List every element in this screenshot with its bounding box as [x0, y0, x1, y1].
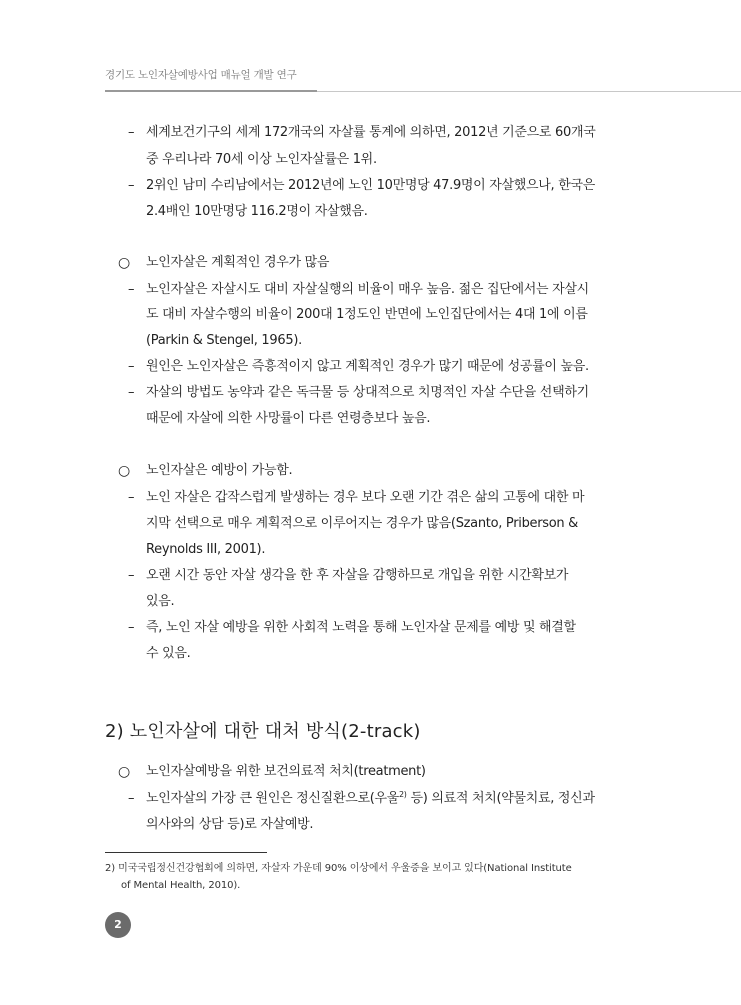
- header-rule: [105, 90, 317, 92]
- circle-bullet: ○: [118, 255, 130, 271]
- paragraph-line: 수 있음.: [146, 646, 191, 661]
- paragraph-line: 노인 자살은 갑작스럽게 발생하는 경우 보다 오랜 기간 겪은 삶의 고통에 대한 마: [146, 490, 585, 505]
- point-heading: 노인자살은 예방이 가능함.: [146, 463, 293, 478]
- dash-bullet: –: [128, 125, 135, 140]
- point-heading: 노인자살은 계획적인 경우가 많음: [146, 255, 330, 270]
- dash-bullet: –: [128, 568, 135, 583]
- footnote-line: 2) 미국국립정신건강협회에 의하면, 자살자 가운데 90% 이상에서 우울증을 보이고 있다(National Institute: [105, 863, 572, 874]
- dash-bullet: –: [128, 490, 135, 505]
- dash-bullet: –: [128, 385, 135, 400]
- paragraph-line: 의사와의 상담 등)로 자살예방.: [146, 817, 314, 832]
- point-heading: 노인자살예방을 위한 보건의료적 처치(treatment): [146, 764, 426, 779]
- paragraph-line: 노인자살은 자살시도 대비 자살실행의 비율이 매우 높음. 젊은 집단에서는 자살시: [146, 282, 589, 297]
- running-header: 경기도 노인자살예방사업 매뉴얼 개발 연구: [105, 69, 297, 81]
- paragraph-line: 오랜 시간 동안 자살 생각을 한 후 자살을 감행하므로 개입을 위한 시간확보가: [146, 568, 569, 583]
- paragraph-line: Reynolds III, 2001).: [146, 542, 266, 557]
- page-number-badge: 2: [105, 912, 131, 938]
- section-heading: 2) 노인자살에 대한 대처 방식(2-track): [105, 721, 421, 742]
- dash-bullet: –: [128, 359, 135, 374]
- paragraph-line: 원인은 노인자살은 즉흥적이지 않고 계획적인 경우가 많기 때문에 성공률이 높음.: [146, 359, 589, 374]
- dash-bullet: –: [128, 178, 135, 193]
- paragraph-line: 중 우리나라 70세 이상 노인자살률은 1위.: [146, 152, 377, 167]
- paragraph-text: 노인자살의 가장 큰 원인은 정신질환으로(우울: [146, 791, 400, 806]
- paragraph-line: 도 대비 자살수행의 비율이 200대 1정도인 반면에 노인집단에서는 4대 1에 이름: [146, 307, 588, 322]
- paragraph-line: 2.4배인 10만명당 116.2명이 자살했음.: [146, 204, 368, 219]
- paragraph-line: [146, 790, 595, 808]
- paragraph-line: 즉, 노인 자살 예방을 위한 사회적 노력을 통해 노인자살 문제를 예방 및 해결할: [146, 620, 576, 635]
- footnote-separator: [105, 852, 267, 853]
- paragraph-line: 세계보건기구의 세계 172개국의 자살률 통계에 의하면, 2012년 기준으로 60개국: [146, 125, 596, 140]
- footnote-line: of Mental Health, 2010).: [121, 880, 241, 891]
- paragraph-line: 있음.: [146, 594, 175, 609]
- circle-bullet: ○: [118, 463, 130, 479]
- paragraph-line: 자살의 방법도 농약과 같은 독극물 등 상대적으로 치명적인 자살 수단을 선택하기: [146, 385, 589, 400]
- dash-bullet: –: [128, 791, 135, 806]
- paragraph-line: 때문에 자살에 의한 사망률이 다른 연령층보다 높음.: [146, 411, 431, 426]
- paragraph-text: 등) 의료적 처치(약물치료, 정신과: [406, 791, 595, 806]
- footnote-reference[interactable]: 2): [399, 790, 407, 799]
- dash-bullet: –: [128, 282, 135, 297]
- dash-bullet: –: [128, 620, 135, 635]
- header-rule-extension: [317, 91, 741, 92]
- circle-bullet: ○: [118, 764, 130, 780]
- paragraph-line: 2위인 남미 수리남에서는 2012년에 노인 10만명당 47.9명이 자살했으나, 한국은: [146, 178, 596, 193]
- paragraph-line: (Parkin & Stengel, 1965).: [146, 333, 302, 348]
- paragraph-line: 지막 선택으로 매우 계획적으로 이루어지는 경우가 많음(Szanto, Priberson &: [146, 516, 578, 531]
